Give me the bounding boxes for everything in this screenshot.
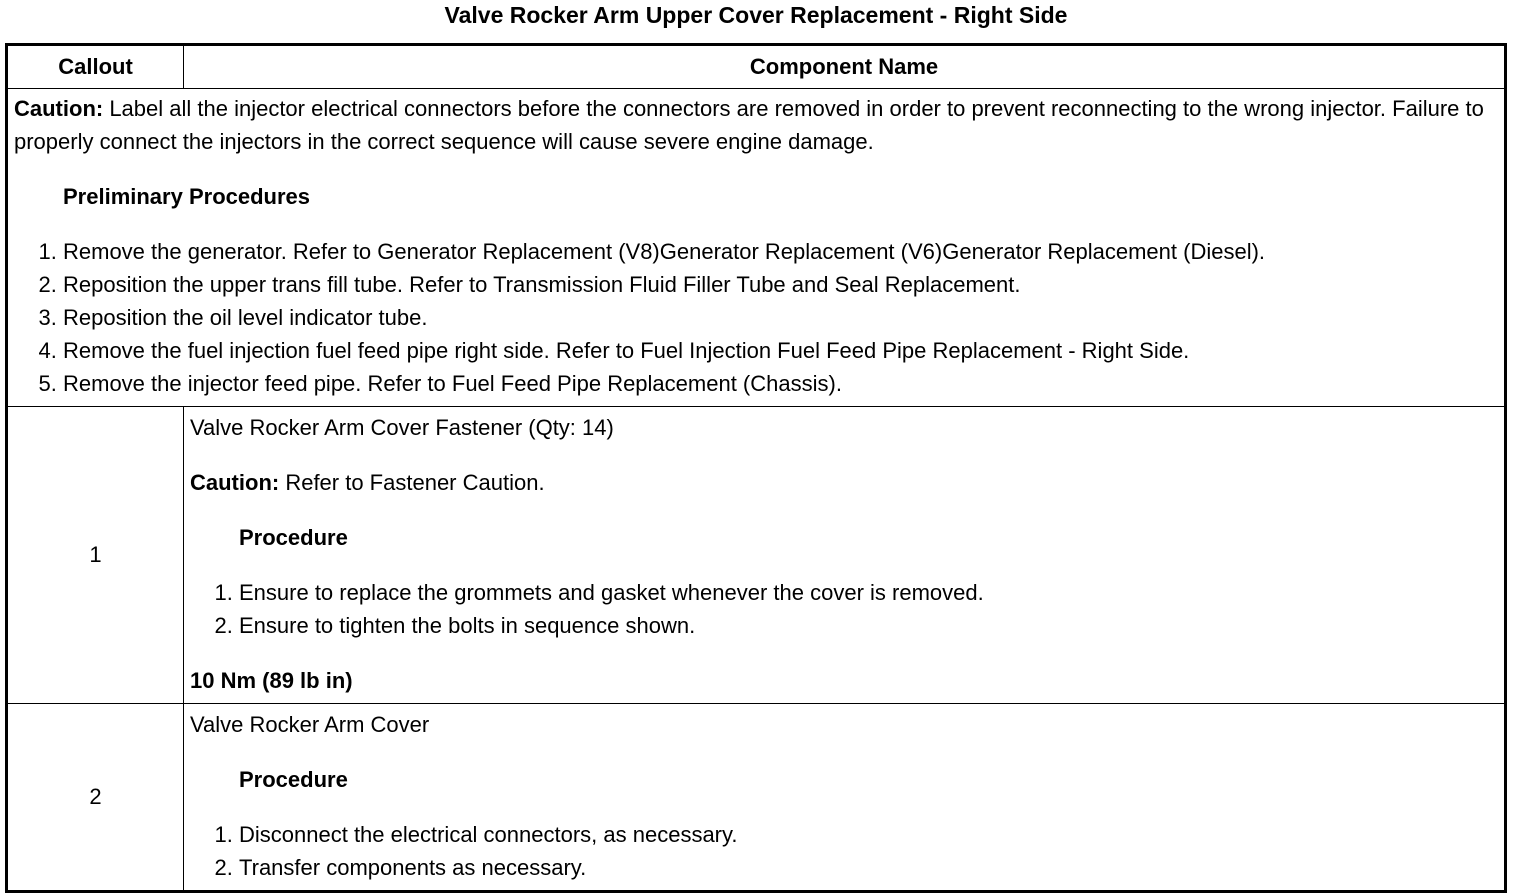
caution-label: Caution: [14,96,104,121]
component-cell [184,704,1506,892]
caution-text: Refer to Fastener Caution. [279,470,545,495]
list-item: 4. Remove the fuel injection fuel feed pipe right side. Refer to Fuel Injection Fuel Feed Pipe Replacement - Right Side. [63,334,1498,367]
list-item: 5. Remove the injector feed pipe. Refer to Fuel Feed Pipe Replacement (Chassis). [63,367,1498,400]
component-header: Component Name [184,45,1506,89]
procedure-heading: Procedure [239,767,348,792]
intro-cell [7,89,1506,407]
procedure-table [5,43,1507,893]
table-header-row [7,45,1506,89]
caution-label: Caution: [190,470,280,495]
row-caution [190,466,1498,499]
list-item: 1. Ensure to replace the grommets and gasket whenever the cover is removed. [239,576,1498,609]
intro-caution [14,92,1498,158]
callout-cell: 1 [7,407,184,704]
list-item: 1. Disconnect the electrical connectors, as necessary. [239,818,1498,851]
table-row [7,704,1506,892]
component-name: Valve Rocker Arm Cover Fastener (Qty: 14) [190,415,614,440]
list-item: 2. Reposition the upper trans fill tube. Refer to Transmission Fluid Filler Tube and Seal Replacement. [63,268,1498,301]
procedure-heading: Procedure [239,525,348,550]
component-name: Valve Rocker Arm Cover [190,712,430,737]
list-item: 3. Reposition the oil level indicator tube. [63,301,1498,334]
callout-cell: 2 [7,704,184,892]
list-item: 1. Remove the generator. Refer to Generator Replacement (V8)Generator Replacement (V6)Generator Replacement (Diesel). [63,235,1498,268]
component-cell [184,407,1506,704]
torque-spec: 10 Nm (89 lb in) [190,668,353,693]
list-item: 2. Transfer components as necessary. [239,851,1498,884]
procedure-steps [190,818,1498,884]
table-row [7,407,1506,704]
preliminary-heading: Preliminary Procedures [63,184,311,209]
caution-text: Label all the injector electrical connectors before the connectors are removed in order to prevent reconnecting to the wrong injector. Failure to properly connect the injectors in the correct sequence will cause severe engine damage. [14,96,1484,154]
preliminary-steps [14,235,1498,400]
intro-row [7,89,1506,407]
page-title: Valve Rocker Arm Upper Cover Replacement - Right Side [444,2,1068,28]
callout-header: Callout [7,45,184,89]
list-item: 2. Ensure to tighten the bolts in sequence shown. [239,609,1498,642]
procedure-steps [190,576,1498,642]
